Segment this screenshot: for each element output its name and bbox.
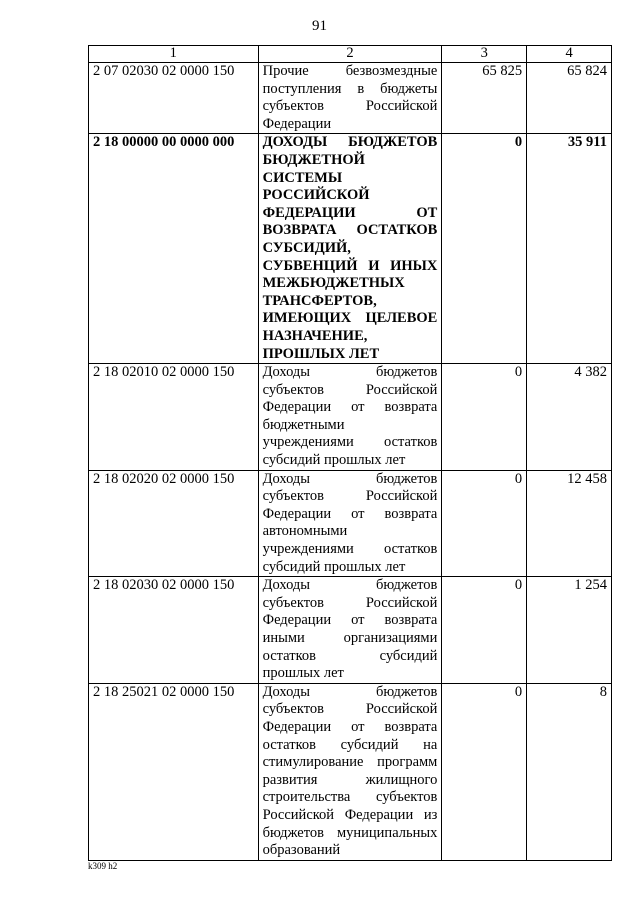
classification-code: 2 18 02010 02 0000 150 [89,364,259,471]
value-column-4: 35 911 [527,134,612,364]
classification-code: 2 18 25021 02 0000 150 [89,683,259,860]
column-header-2: 2 [258,46,442,63]
budget-revenue-table [88,45,612,861]
classification-code: 2 07 02030 02 0000 150 [89,63,259,134]
value-column-4: 8 [527,683,612,860]
value-column-4: 65 824 [527,63,612,134]
value-column-3: 0 [442,577,527,684]
value-column-3: 65 825 [442,63,527,134]
revenue-name: Доходы бюджетов субъектов Российской Федерации от возврата автономными учреждениями остатков субсидий прошлых лет [258,470,442,577]
revenue-name: Прочие безвозмездные поступления в бюджеты субъектов Российской Федерации [258,63,442,134]
table-row [89,470,612,577]
table-row [89,364,612,471]
revenue-name: ДОХОДЫ БЮДЖЕТОВ БЮДЖЕТНОЙ СИСТЕМЫ РОССИЙСКОЙ ФЕДЕРАЦИИ ОТ ВОЗВРАТА ОСТАТКОВ СУБСИДИЙ, СУБВЕНЦИЙ И ИНЫХ МЕЖБЮДЖЕТНЫХ ТРАНСФЕРТОВ, ИМЕЮЩИХ ЦЕЛЕВОЕ НАЗНАЧЕНИЕ, ПРОШЛЫХ ЛЕТ [258,134,442,364]
value-column-4: 1 254 [527,577,612,684]
table-row [89,63,612,134]
table-row [89,683,612,860]
page-number: 91 [312,18,327,34]
column-header-1: 1 [89,46,259,63]
column-header-3: 3 [442,46,527,63]
revenue-name: Доходы бюджетов субъектов Российской Федерации от возврата остатков субсидий на стимулирование программ развития жилищного строительства субъектов Российской Федерации из бюджетов муниципальных образований [258,683,442,860]
value-column-4: 12 458 [527,470,612,577]
revenue-name: Доходы бюджетов субъектов Российской Федерации от возврата бюджетными учреждениями остатков субсидий прошлых лет [258,364,442,471]
value-column-3: 0 [442,683,527,860]
value-column-3: 0 [442,134,527,364]
classification-code: 2 18 00000 00 0000 000 [89,134,259,364]
footer-document-code: k309 h2 [88,861,118,871]
value-column-3: 0 [442,364,527,471]
revenue-name: Доходы бюджетов субъектов Российской Федерации от возврата иными организациями остатков субсидий прошлых лет [258,577,442,684]
table-row [89,577,612,684]
column-header-4: 4 [527,46,612,63]
classification-code: 2 18 02020 02 0000 150 [89,470,259,577]
table-header-row [89,46,612,63]
table-row [89,134,612,364]
value-column-4: 4 382 [527,364,612,471]
classification-code: 2 18 02030 02 0000 150 [89,577,259,684]
value-column-3: 0 [442,470,527,577]
